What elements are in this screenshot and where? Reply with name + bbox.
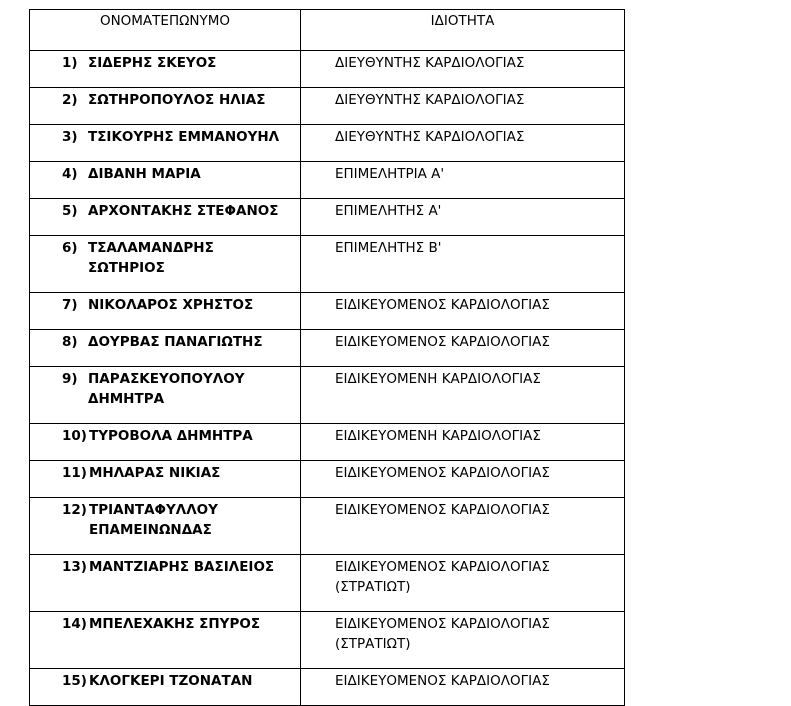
person-name: ΑΡΧΟΝΤΑΚΗΣ ΣΤΕΦΑΝΟΣ — [88, 203, 279, 219]
table-row — [30, 498, 625, 555]
name-cell — [30, 367, 301, 424]
role-cell: ΕΙΔΙΚΕΥΟΜΕΝΟΣ ΚΑΡΔΙΟΛΟΓΙΑΣ — [301, 293, 625, 330]
header-name: ΟΝΟΜΑΤΕΠΩΝΥΜΟ — [30, 10, 301, 51]
role-cell: ΕΙΔΙΚΕΥΟΜΕΝΟΣ ΚΑΡΔΙΟΛΟΓΙΑΣ — [301, 330, 625, 367]
table-row — [30, 51, 625, 88]
role-cell: ΕΙΔΙΚΕΥΟΜΕΝΗ ΚΑΡΔΙΟΛΟΓΙΑΣ — [301, 424, 625, 461]
person-name: ΤΡΙΑΝΤΑΦΥΛΛΟΥ ΕΠΑΜΕΙΝΩΝΔΑΣ — [89, 502, 218, 538]
role-cell: ΔΙΕΥΘΥΝΤΗΣ ΚΑΡΔΙΟΛΟΓΙΑΣ — [301, 88, 625, 125]
role-cell: ΕΙΔΙΚΕΥΟΜΕΝΟΣ ΚΑΡΔΙΟΛΟΓΙΑΣ (ΣΤΡΑΤΙΩΤ) — [301, 555, 625, 612]
name-cell — [30, 498, 301, 555]
name-cell — [30, 162, 301, 199]
person-name: ΤΥΡΟΒΟΛΑ ΔΗΜΗΤΡΑ — [89, 428, 253, 444]
person-name: ΜΑΝΤΖΙΑΡΗΣ ΒΑΣΙΛΕΙΟΣ — [89, 559, 275, 575]
name-cell — [30, 199, 301, 236]
table-row — [30, 88, 625, 125]
table-row — [30, 555, 625, 612]
row-number: 1) — [62, 55, 78, 71]
table-row — [30, 199, 625, 236]
name-cell — [30, 293, 301, 330]
name-cell — [30, 424, 301, 461]
header-row — [30, 10, 625, 51]
person-name: ΠΑΡΑΣΚΕΥΟΠΟΥΛΟΥ ΔΗΜΗΤΡΑ — [88, 371, 245, 407]
row-number: 10) — [62, 428, 87, 444]
role-cell: ΕΙΔΙΚΕΥΟΜΕΝΗ ΚΑΡΔΙΟΛΟΓΙΑΣ — [301, 367, 625, 424]
role-cell: ΔΙΕΥΘΥΝΤΗΣ ΚΑΡΔΙΟΛΟΓΙΑΣ — [301, 51, 625, 88]
table-row — [30, 293, 625, 330]
staff-table — [29, 9, 625, 706]
row-number: 2) — [62, 92, 78, 108]
person-name: ΤΣΙΚΟΥΡΗΣ ΕΜΜΑΝΟΥΗΛ — [88, 129, 280, 145]
name-cell — [30, 236, 301, 293]
person-name: ΜΠΕΛΕΧΑΚΗΣ ΣΠΥΡΟΣ — [89, 616, 261, 632]
row-number: 5) — [62, 203, 78, 219]
role-cell: ΕΠΙΜΕΛΗΤΗΣ Α' — [301, 199, 625, 236]
row-number: 8) — [62, 334, 78, 350]
row-number: 12) — [62, 502, 87, 518]
name-cell — [30, 330, 301, 367]
row-number: 13) — [62, 559, 87, 575]
name-cell — [30, 555, 301, 612]
table-row — [30, 424, 625, 461]
person-name: ΔΙΒΑΝΗ ΜΑΡΙΑ — [88, 166, 201, 182]
person-name: ΚΛΟΓΚΕΡΙ ΤΖΟΝΑΤΑΝ — [89, 673, 253, 689]
role-cell: ΕΙΔΙΚΕΥΟΜΕΝΟΣ ΚΑΡΔΙΟΛΟΓΙΑΣ — [301, 498, 625, 555]
row-number: 15) — [62, 673, 87, 689]
person-name: ΣΙΔΕΡΗΣ ΣΚΕΥΟΣ — [88, 55, 217, 71]
role-cell: ΕΙΔΙΚΕΥΟΜΕΝΟΣ ΚΑΡΔΙΟΛΟΓΙΑΣ — [301, 669, 625, 706]
row-number: 14) — [62, 616, 87, 632]
row-number: 11) — [62, 465, 87, 481]
table-row — [30, 330, 625, 367]
table-row — [30, 162, 625, 199]
role-cell: ΕΙΔΙΚΕΥΟΜΕΝΟΣ ΚΑΡΔΙΟΛΟΓΙΑΣ — [301, 461, 625, 498]
role-cell: ΔΙΕΥΘΥΝΤΗΣ ΚΑΡΔΙΟΛΟΓΙΑΣ — [301, 125, 625, 162]
name-cell — [30, 125, 301, 162]
name-cell — [30, 612, 301, 669]
table-row — [30, 125, 625, 162]
table-row — [30, 612, 625, 669]
person-name: ΔΟΥΡΒΑΣ ΠΑΝΑΓΙΩΤΗΣ — [88, 334, 263, 350]
table-row — [30, 461, 625, 498]
row-number: 4) — [62, 166, 78, 182]
row-number: 3) — [62, 129, 78, 145]
header-role: ΙΔΙΟΤΗΤΑ — [301, 10, 625, 51]
role-cell: ΕΠΙΜΕΛΗΤΡΙΑ Α' — [301, 162, 625, 199]
table-row — [30, 367, 625, 424]
name-cell — [30, 88, 301, 125]
name-cell — [30, 51, 301, 88]
person-name: ΝΙΚΟΛΑΡΟΣ ΧΡΗΣΤΟΣ — [88, 297, 254, 313]
person-name: ΜΗΛΑΡΑΣ ΝΙΚΙΑΣ — [89, 465, 221, 481]
role-cell: ΕΠΙΜΕΛΗΤΗΣ Β' — [301, 236, 625, 293]
name-cell — [30, 461, 301, 498]
person-name: ΤΣΑΛΑΜΑΝΔΡΗΣ ΣΩΤΗΡΙΟΣ — [88, 240, 214, 276]
row-number: 6) — [62, 240, 78, 256]
person-name: ΣΩΤΗΡΟΠΟΥΛΟΣ ΗΛΙΑΣ — [88, 92, 266, 108]
role-cell: ΕΙΔΙΚΕΥΟΜΕΝΟΣ ΚΑΡΔΙΟΛΟΓΙΑΣ (ΣΤΡΑΤΙΩΤ) — [301, 612, 625, 669]
row-number: 9) — [62, 371, 78, 387]
row-number: 7) — [62, 297, 78, 313]
table-row — [30, 236, 625, 293]
